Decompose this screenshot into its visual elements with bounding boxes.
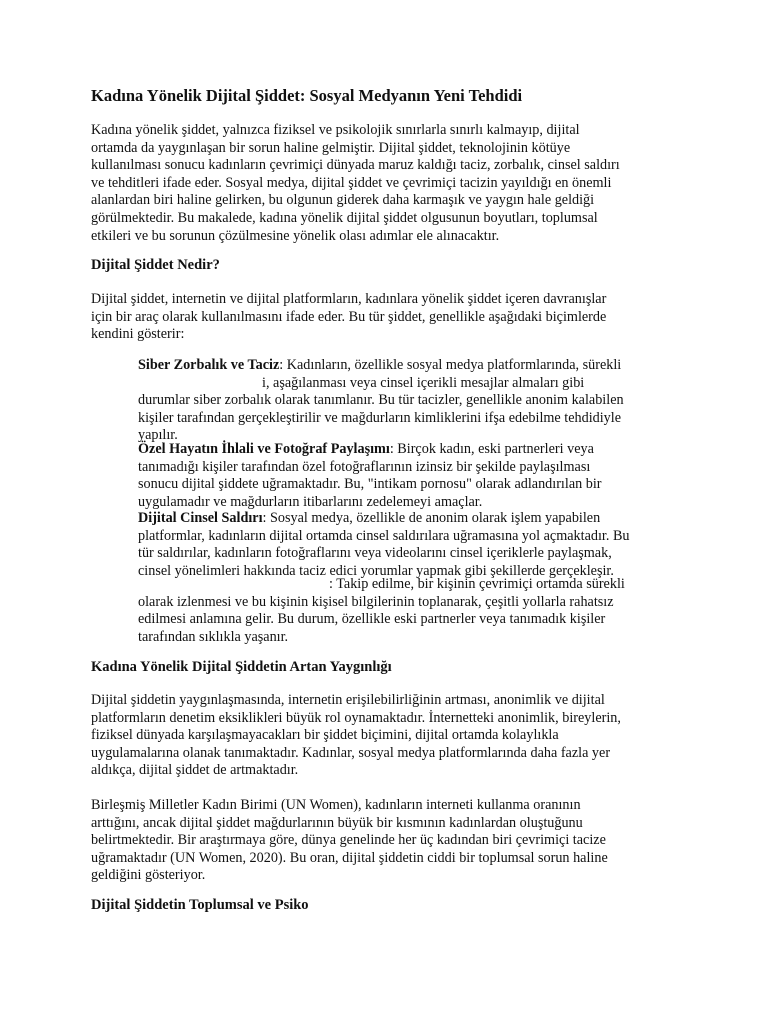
list-item-ozel-hayatin-ihlali bbox=[138, 441, 683, 511]
text-line: geldiğini gösteriyor. bbox=[91, 867, 206, 884]
text-line: fiziksel dünyada karşılaşmayacakları bir şiddet biçimini, dijital ortamda kolaylıkla bbox=[91, 727, 559, 744]
list-item-first-line bbox=[138, 357, 683, 375]
text-line: arttığını, ancak dijital şiddet mağdurlarının büyük bir kısmının kadınlardan oluştuğunu bbox=[91, 814, 583, 831]
section-heading-toplumsal: Dijital Şiddetin Toplumsal ve Psiko bbox=[91, 897, 309, 913]
document-title: Kadına Yönelik Dijital Şiddet: Sosyal Medyanın Yeni Tehdidi bbox=[91, 86, 523, 105]
text-line: alanlardan biri haline gelirken, bu olgunun giderek daha karmaşık ve yaygın hale geldiği bbox=[91, 192, 595, 209]
text-line: Birleşmiş Milletler Kadın Birimi (UN Women), kadınların interneti kullanma oranının bbox=[91, 797, 581, 813]
list-item-label: Dijital Cinsel Saldırı bbox=[138, 510, 263, 526]
list-item-dijital-cinsel-saldiri bbox=[138, 510, 683, 580]
text-line: Dijital şiddet, internetin ve dijital platformların, kadınlara yönelik şiddet içeren davranışlar bbox=[91, 291, 607, 307]
list-item-first-line bbox=[138, 576, 683, 594]
intro-paragraph bbox=[91, 122, 691, 245]
list-item-text: : Takip edilme, bir kişinin çevrimiçi ortamda sürekli bbox=[329, 576, 625, 592]
text-line: olarak izlenmesi ve bu kişinin kişisel bilgilerinin toplanarak, çeşitli yollarla rahatsız bbox=[138, 593, 614, 610]
text-line: belirtmektedir. Bir araştırmaya göre, dünya genelinde her üç kadından biri çevrimiçi tacize bbox=[91, 832, 606, 849]
text-line: sonucu dijital şiddete uğramaktadır. Bu, "intikam pornosu" olarak adlandırılan bir bbox=[138, 476, 602, 493]
text-line: tür saldırılar, kadınların fotoğraflarını veya videolarını cinsel içeriklerle paylaşmak, bbox=[138, 545, 612, 562]
text-line: kendini gösterir: bbox=[91, 326, 185, 343]
text-line: kişiler tarafından gerçekleştirilir ve mağdurların kimliklerini ifşa edebilme tehdidiyle bbox=[138, 409, 621, 426]
text-line: Dijital şiddetin yaygınlaşmasında, internetin erişilebilirliğinin artması, anonimlik ve dijital bbox=[91, 692, 605, 708]
text-line: tarafından sıklıkla yaşanır. bbox=[138, 628, 289, 645]
list-item-takip bbox=[138, 576, 683, 646]
list-item-text: : Sosyal medya, özellikle de anonim olarak işlem yapabilen bbox=[262, 510, 601, 526]
text-line: platformlar, kadınların dijital ortamda cinsel saldırılara uğramasına yol açmaktadır. Bu bbox=[138, 527, 630, 544]
list-item-text: : Kadınların, özellikle sosyal medya platformlarında, sürekli bbox=[279, 357, 622, 373]
section2-paragraph-2 bbox=[91, 797, 691, 885]
text-line: etkileri ve bu sorunun çözülmesine yönelik olası adımlar ele alınacaktır. bbox=[91, 227, 500, 244]
text-line: edilmesi anlamına gelir. Bu durum, özellikle eski partnerler veya tanımadık kişiler bbox=[138, 611, 606, 628]
text-line: görülmektedir. Bu makalede, kadına yönelik dijital şiddet olgusunun boyutları, toplumsal bbox=[91, 209, 598, 226]
text-line: için bir araç olarak kullanılmasını ifade eder. Bu tür şiddet, genellikle aşağıdaki biçimlerde bbox=[91, 308, 607, 325]
text-line: uygulamalarına olanak tanımaktadır. Kadınlar, sosyal medya platformlarında daha fazla yer bbox=[91, 744, 611, 761]
text-line: tanımadığı kişiler tarafından özel fotoğraflarının izinsiz bir şekilde paylaşılması bbox=[138, 458, 591, 475]
section1-paragraph bbox=[91, 291, 691, 344]
list-item-siber-zorbalik bbox=[138, 357, 683, 445]
list-item-label: Özel Hayatın İhlali ve Fotoğraf Paylaşımı bbox=[138, 441, 390, 457]
text-line: cinsel yönelimleri hakkında taciz edici yorumlar yapmak gibi şekillerde gerçekleşir. bbox=[138, 562, 614, 579]
text-line: uğramaktadır (UN Women, 2020). Bu oran, dijital şiddetin ciddi bir toplumsal sorun haline bbox=[91, 849, 608, 866]
list-item-text: : Birçok kadın, eski partnerleri veya bbox=[389, 441, 594, 457]
text-line: Kadına yönelik şiddet, yalnızca fiziksel ve psikolojik sınırlarla sınırlı kalmayıp, dijital bbox=[91, 122, 580, 138]
list-item-label: Siber Zorbalık ve Taciz bbox=[138, 357, 280, 373]
list-item-first-line bbox=[138, 441, 683, 459]
text-line: yapılır. bbox=[138, 427, 178, 444]
text-line: aldıkça, dijital şiddet de artmaktadır. bbox=[91, 762, 299, 779]
text-line: platformların denetim eksiklikleri büyük rol oynamaktadır. İnternetteki anonimlik, bireylerin, bbox=[91, 709, 621, 726]
text-line: i, aşağılanması veya cinsel içerikli mesajlar almaları gibi bbox=[262, 374, 585, 391]
text-line: durumlar siber zorbalık olarak tanımlanır. Bu tür tacizler, genellikle anonim kalabilen bbox=[138, 392, 624, 409]
text-line: kullanılması sonucu kadınların çevrimiçi dünyada maruz kaldığı taciz, zorbalık, cinsel saldırı bbox=[91, 157, 620, 174]
text-line: uygulamadır ve mağdurların itibarlarını zedelemeyi amaçlar. bbox=[138, 493, 483, 510]
list-item-first-line bbox=[138, 510, 683, 528]
section2-paragraph-1 bbox=[91, 692, 691, 780]
text-line: ortamda da yaygınlaşan bir sorun haline gelmiştir. Dijital şiddet, teknolojinin kötüye bbox=[91, 139, 571, 156]
text-line: ve tehditleri ifade eder. Sosyal medya, dijital şiddet ve çevrimiçi tacizin yayıldığı en önemli bbox=[91, 174, 612, 191]
section-heading-dijital-siddet-nedir: Dijital Şiddet Nedir? bbox=[91, 257, 220, 273]
section-heading-artan-yayginlik: Kadına Yönelik Dijital Şiddetin Artan Yaygınlığı bbox=[91, 659, 392, 675]
